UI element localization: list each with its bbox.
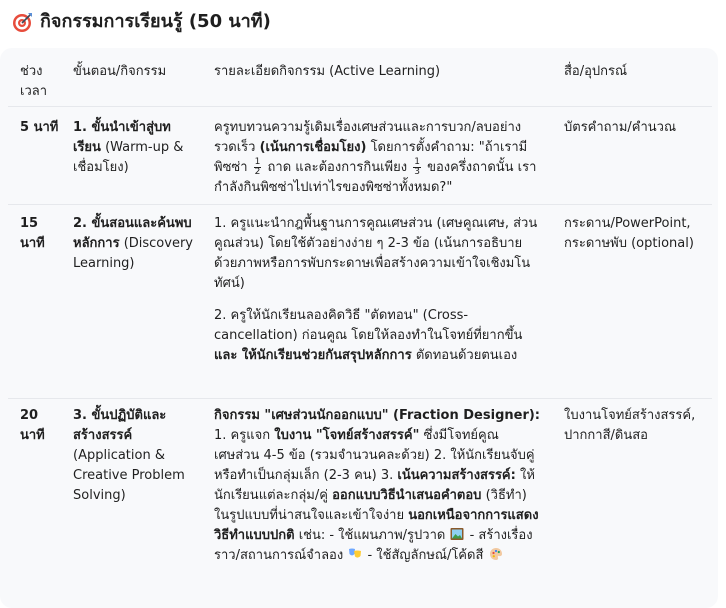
row-divider bbox=[8, 204, 712, 205]
fraction-numerator: 1 bbox=[414, 157, 420, 167]
row3-detail bbox=[214, 406, 544, 566]
row3-activity-name: กิจกรรม "เศษส่วนนักออกแบบ" (Fraction Designer): bbox=[214, 408, 540, 423]
header-detail: รายละเอียดกิจกรรม (Active Learning) bbox=[214, 64, 441, 79]
row2-point2-emphasis: และ ให้นักเรียนช่วยกันสรุปหลักการ bbox=[214, 348, 412, 363]
row2-media: กระดาน/PowerPoint, กระดาษพับ (optional) bbox=[564, 216, 694, 251]
row3-text: - สร้างเรื่องราว/สถานการณ์จำลอง bbox=[214, 528, 533, 563]
fraction-third bbox=[413, 158, 421, 177]
row1-step bbox=[73, 118, 198, 178]
row2-step-sub: (Discovery Learning) bbox=[73, 236, 193, 271]
row3-step bbox=[73, 406, 198, 506]
row1-detail-text-1: ครูทบทวนความรู้เดิมเรื่องเศษส่วนและการบวก/ลบอย่างรวดเร็ว bbox=[214, 120, 522, 155]
header-time bbox=[20, 62, 60, 102]
row2-time: 15 นาที bbox=[20, 216, 45, 251]
row2-step-title: 2. ขั้นสอนและค้นพบหลักการ bbox=[73, 216, 192, 251]
row3-text: (วิธีทำ) ในรูปแบบที่น่าสนใจและเข้าใจง่าย bbox=[214, 488, 527, 523]
target-icon bbox=[12, 11, 34, 33]
row3-text: ให้นักเรียนแต่ละกลุ่ม/คู่ bbox=[214, 468, 535, 503]
row3-emphasis: นอกเหนือจากการแสดงวิธีทำแบบปกติ bbox=[214, 508, 539, 543]
row1-media: บัตรคำถาม/คำนวณ bbox=[564, 120, 677, 135]
row3-emphasis: ออกแบบวิธีนำเสนอคำตอบ bbox=[332, 488, 482, 503]
row1-step-sub: (Warm-up & เชื่อมโยง) bbox=[73, 140, 184, 175]
row1-detail bbox=[214, 118, 544, 198]
framed-picture-icon bbox=[450, 527, 464, 541]
page-title-text: กิจกรรมการเรียนรู้ (50 นาที) bbox=[40, 11, 271, 32]
theater-masks-icon bbox=[348, 547, 362, 561]
row1-detail-text-4: ของครึ่งถาดนั้น เรากำลังกินพิซซ่าไปเท่าไรของพิซซ่าทั้งหมด?" bbox=[214, 160, 537, 195]
header-step: ขั้นตอน/กิจกรรม bbox=[73, 64, 167, 79]
page-title bbox=[12, 8, 271, 36]
header-time-label: ช่วง เวลา bbox=[20, 64, 48, 99]
fraction-numerator: 1 bbox=[254, 157, 261, 167]
row3-emphasis: ใบงาน "โจทย์สร้างสรรค์" bbox=[274, 428, 420, 443]
row-divider bbox=[8, 398, 712, 399]
row2-step bbox=[73, 214, 198, 274]
row3-emphasis: เน้นความสร้างสรรค์: bbox=[397, 468, 516, 483]
row1-detail-text-3: ถาด และต้องการกินเพียง bbox=[263, 160, 412, 175]
row3-text: - ใช้สัญลักษณ์/โค้ดสี bbox=[363, 548, 488, 563]
row-divider bbox=[8, 106, 712, 107]
row2-point2-text: 2. ครูให้นักเรียนลองคิดวิธี "ตัดทอน" (Cross-cancellation) ก่อนคูณ โดยให้ลองทำในโจทย์ที่ยากขึ้น bbox=[214, 308, 523, 343]
row2-point2-end: ตัดทอนด้วยตนเอง bbox=[411, 348, 518, 363]
row1-detail-emphasis: (เน้นการเชื่อมโยง) bbox=[259, 140, 367, 155]
row3-step-title: 3. ขั้นปฏิบัติและสร้างสรรค์ bbox=[73, 408, 167, 443]
fraction-denominator: 2 bbox=[254, 167, 261, 177]
row1-time: 5 นาที bbox=[20, 120, 59, 135]
palette-icon bbox=[489, 547, 503, 561]
fraction-denominator: 3 bbox=[414, 167, 420, 177]
row2-detail-point-2 bbox=[214, 306, 544, 366]
row2-detail-point-1: 1. ครูแนะนำกฎพื้นฐานการคูณเศษส่วน (เศษคูณเศษ, ส่วนคูณส่วน) โดยใช้ตัวอย่างง่าย ๆ 2-3 ข้อ (เน้นการอธิบายด้วยภาพหรือการพับกระดาษเพื่อสร้างความเข้าใจเชิงมโนทัศน์) bbox=[214, 216, 538, 291]
header-media: สื่อ/อุปกรณ์ bbox=[564, 64, 628, 79]
row3-time: 20 นาที bbox=[20, 408, 45, 443]
row3-text: 1. ครูแจก bbox=[214, 428, 275, 443]
row3-media: ใบงานโจทย์สร้างสรรค์, ปากกาสี/ดินสอ bbox=[564, 408, 696, 443]
row3-text: ซึ่งมีโจทย์คูณเศษส่วน 4-5 ข้อ (รวมจำนวนคละด้วย) 2. ให้นักเรียนจับคู่หรือทำเป็นกลุ่มเล็ก (2-3 คน) 3. bbox=[214, 428, 535, 483]
row1-detail-text-2: โดยการตั้งคำถาม: "ถ้าเรามีพิซซ่า bbox=[214, 140, 528, 175]
row1-step-title: 1. ขั้นนำเข้าสู่บทเรียน bbox=[73, 120, 171, 155]
row3-text: เช่น: - ใช้แผนภาพ/รูปวาด bbox=[294, 528, 450, 543]
fraction-half bbox=[254, 158, 262, 177]
row3-step-sub: (Application & Creative Problem Solving) bbox=[73, 448, 185, 503]
row2-detail bbox=[214, 214, 544, 366]
